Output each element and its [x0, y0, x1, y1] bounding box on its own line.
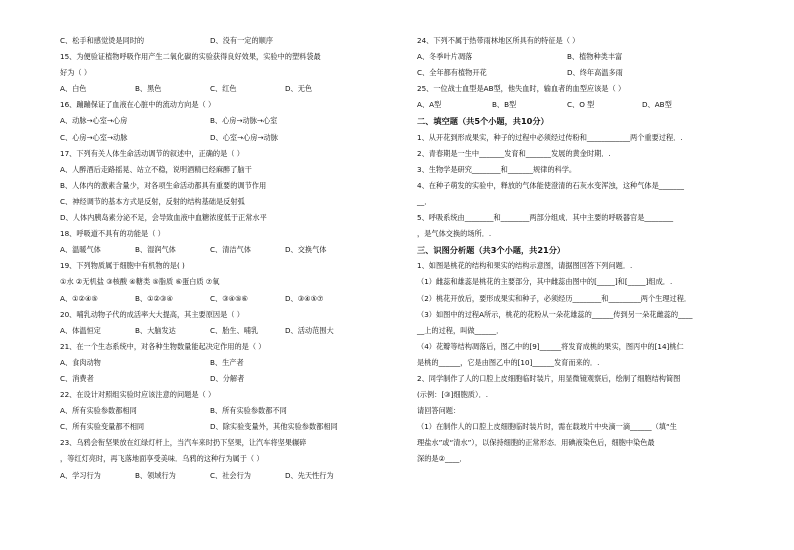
option-a: A、动脉→心室→心房: [60, 116, 128, 126]
option-b: D、心室→心房→动脉: [210, 132, 278, 142]
q17-option-c: C、神经调节的基本方式是反射，反射的结构基础是反射弧: [60, 196, 245, 206]
option-d: D、③④⑤⑦: [285, 293, 324, 303]
option-a: A、冬季叶片凋落: [417, 52, 473, 62]
fill-2: 2、青春期是一生中_______发育和_______发展的黄金时期．.: [417, 148, 611, 158]
option-a: A、①②④⑤: [60, 293, 98, 303]
q22-options-ab: [60, 406, 405, 416]
option-b: D、除实验变量外，其他实验参数都相同: [210, 422, 338, 432]
right-column: [417, 36, 762, 471]
fill-5-2: ，是气体交换的场所．.: [417, 229, 492, 239]
fill-1: 1、从开花到形成果实，种子的过程中必须经过传粉和____________两个重要过程．.: [417, 132, 683, 142]
q19-stem: 19、下列物质属于细胞中有机物的是( ): [60, 261, 185, 271]
q17-option-a: A、人醉酒后走路摇晃、站立不稳，说明酒精已经麻醉了脑干: [60, 164, 252, 174]
option-d: D、交换气体: [285, 245, 327, 255]
option-c: C、③④⑤⑥: [210, 293, 248, 303]
option-a: A、所有实验参数都相同: [60, 406, 137, 416]
fill-5-1: 5、呼吸系统由________和________两部分组成．其中主要的呼吸器官是________: [417, 213, 674, 223]
section-3-heading: 三、识图分析题（共3个小题，共21分）: [417, 245, 566, 256]
option-a: C、松手和感觉烫是同时的: [60, 36, 145, 45]
q16-stem: 16、蹦蹦保证了血液在心脏中的流动方向是（ ）: [60, 100, 216, 110]
fig-2-q1-1: （1）在制作人的口腔上皮细胞临时装片时，需在载玻片中央滴一滴______（填“生: [417, 422, 677, 432]
option-b: B、大脑发达: [135, 325, 176, 335]
q17-option-b: B、人体内的激素含量少，对各项生命活动都具有重要的调节作用: [60, 180, 267, 190]
option-d: D、AB型: [642, 100, 672, 110]
fig-2-prompt: 请回答问题：: [417, 406, 461, 416]
option-b: B、B型: [492, 100, 517, 110]
q23-options: [60, 471, 405, 481]
option-c: C、清洁气体: [210, 245, 251, 255]
fig-2-intro-2: (示例：[③]细胞质）．.: [417, 390, 489, 400]
q21-stem: 21、在一个生态系统中，对各种生物数量能起决定作用的是（ ）: [60, 341, 266, 351]
fig-1-q4-2: 是桃的______，它是由图乙中的[10]______发育而来的．.: [417, 357, 600, 367]
option-d: D、先天性行为: [285, 470, 334, 480]
option-a: A、学习行为: [60, 470, 101, 480]
option-b: B、植物种类丰富: [567, 52, 623, 62]
q16-options-ab: [60, 116, 405, 126]
fill-3: 3、生物学是研究________和_______规律的科学。: [417, 164, 577, 174]
q19-items: ①水 ②无机盐 ③核酸 ④糖类 ⑤脂质 ⑥蛋白质 ⑦氧: [60, 277, 220, 287]
q16-options-cd: [60, 133, 405, 143]
q19-options: [60, 294, 405, 304]
fig-2-q1-2: 理盐水”或“清水”），以保持细胞的正常形态．用碘液染色后，细胞中染色最: [417, 438, 655, 448]
q20-options: [60, 326, 405, 336]
option-b: B、湿润气体: [135, 245, 176, 255]
option-a: A、食肉动物: [60, 357, 101, 367]
fill-4-2: __．: [417, 196, 432, 206]
option-a: A、温暖气体: [60, 245, 101, 255]
q18-stem: 18、呼吸道不具有的功能是（ ）: [60, 229, 165, 239]
option-b: B、心房→动脉→心室: [210, 116, 278, 126]
q24-stem: 24、下列不属于热带雨林地区所具有的特征是（ ）: [417, 36, 580, 45]
fill-4-1: 4、在种子萌发的实验中，释放的气体能使澄清的石灰水变浑浊，这种气体是_______: [417, 180, 684, 190]
option-b: D、没有一定的顺序: [210, 36, 274, 45]
fig-1-q3-2: __上的过程，叫做______．: [417, 325, 504, 335]
q20-stem: 20、哺乳动物子代的成活率大大提高，其主要原因是（ ）: [60, 309, 244, 319]
q24-options-cd: [417, 68, 762, 78]
q14-options-cd: [60, 36, 405, 46]
q24-options-ab: [417, 52, 762, 62]
fig-1-intro: 1、如图是桃花的结构和果实的结构示意图，请据图回答下列问题．.: [417, 261, 633, 271]
option-c: C、红色: [210, 84, 237, 94]
option-c: C、社会行为: [210, 470, 251, 480]
q17-stem: 17、下列有关人体生命活动调节的叙述中，正确的是（ ）: [60, 148, 244, 158]
q25-options: [417, 100, 762, 110]
left-column: [60, 36, 405, 487]
q15-options: [60, 84, 405, 94]
option-a: A、A型: [417, 100, 442, 110]
option-b: D、终年高温多雨: [567, 68, 623, 78]
fig-2-q1-3: 深的是②____．: [417, 454, 467, 464]
option-b: B、领域行为: [135, 470, 176, 480]
q22-stem: 22、在设计对照组实验时应该注意的问题是（ ）: [60, 390, 216, 400]
q18-options: [60, 245, 405, 255]
fig-1-q2: （2）桃花开放后，要形成果实和种子，必须经历________和_________两个生理过程．: [417, 293, 692, 303]
option-b: B、生产者: [210, 357, 244, 367]
option-a: A、体温恒定: [60, 325, 101, 335]
q23-stem-2: ，等红灯亮时，再飞落地面享受美味．乌鸦的这种行为属于（ ）: [60, 454, 264, 464]
option-b: B、所有实验参数都不同: [210, 406, 287, 416]
fig-1-q3-1: （3）如图中的过程A所示，桃花的花粉从一朵花雄蕊的______传到另一朵花雌蕊的____: [417, 309, 693, 319]
option-d: D、活动范围大: [285, 325, 334, 335]
fig-1-q4-1: （4）花瓣等结构凋落后，图乙中的[9]______将发育成桃的果实，图丙中的[14]桃仁: [417, 341, 684, 351]
q25-stem: 25、一位战士血型是AB型，他失血时，输血者的血型应该是（ ）: [417, 84, 626, 94]
option-d: D、无色: [285, 84, 313, 94]
option-b: B、①②③④: [135, 293, 173, 303]
q21-options-cd: [60, 374, 405, 384]
option-b: D、分解者: [210, 373, 245, 383]
option-a: C、心房→心室→动脉: [60, 132, 128, 142]
option-c: C、O 型: [567, 100, 595, 110]
q22-options-cd: [60, 422, 405, 432]
option-c: C、胎生、哺乳: [210, 325, 259, 335]
option-a: A、白色: [60, 84, 87, 94]
option-a: C、所有实验变量都不相同: [60, 422, 145, 432]
q17-option-d: D、人体内胰岛素分泌不足，会导致血液中血糖浓度低于正常水平: [60, 213, 267, 223]
q23-stem-1: 23、乌鸦会衔坚果放在红绿灯杆上，当汽车来时扔下坚果，让汽车将坚果辗碎: [60, 438, 307, 448]
section-2-heading: 二、填空题（共5个小题，共10分）: [417, 116, 549, 127]
option-a: C、全年都有植物开花: [417, 68, 487, 78]
option-a: C、消费者: [60, 373, 94, 383]
fig-1-q1: （1）雌蕊和雄蕊是桃花的主要部分，其中雌蕊由图中的[_____]和[_____]组成．.: [417, 277, 673, 287]
q15-stem-2: 好为（ ）: [60, 68, 92, 78]
q21-options-ab: [60, 358, 405, 368]
option-b: B、黑色: [135, 84, 162, 94]
fig-2-intro-1: 2、同学制作了人的口腔上皮细胞临时装片，用显微镜观察后，绘制了细胞结构简图: [417, 373, 681, 383]
q15-stem-1: 15、为便验证植物呼吸作用产生二氧化碳的实验获得良好效果，实验中的塑料袋最: [60, 52, 321, 62]
